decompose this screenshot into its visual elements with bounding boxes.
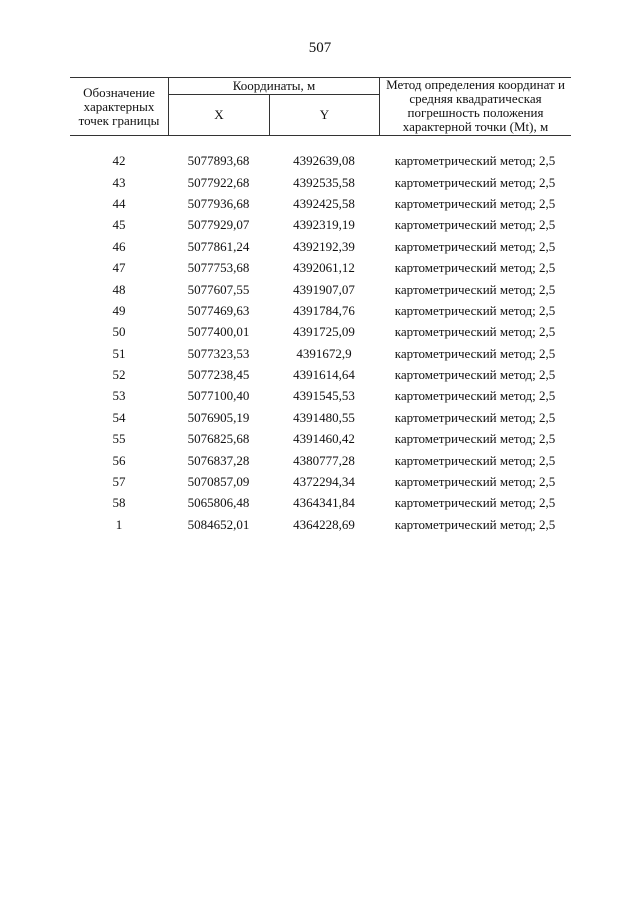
x-cell: 5077238,45 [187,367,250,383]
method-cell: картометрический метод; 2,5 [394,302,556,318]
point-cell: 43 [112,174,126,190]
col-divider-3 [379,77,380,136]
coordinates-table [70,150,571,535]
header-coords-group: Координаты, м [232,77,316,93]
table-row [70,385,571,406]
x-cell: 5077400,01 [187,324,250,340]
table-row [70,449,571,470]
x-cell: 5070857,09 [187,474,250,490]
table-row [70,428,571,449]
method-cell: картометрический метод; 2,5 [394,388,556,404]
table-row [70,364,571,385]
point-cell: 52 [112,367,126,383]
table-row [70,214,571,235]
table-row [70,343,571,364]
y-cell: 4391480,55 [293,409,355,425]
method-cell: картометрический метод; 2,5 [394,195,556,211]
point-cell: 44 [112,195,126,211]
method-cell: картометрический метод; 2,5 [394,217,556,233]
x-cell: 5076825,68 [187,431,250,447]
y-cell: 4392192,39 [293,238,355,254]
y-cell: 4391907,07 [293,281,355,297]
y-cell: 4392061,12 [293,260,355,276]
method-cell: картометрический метод; 2,5 [394,431,556,447]
x-cell: 5077929,07 [187,217,250,233]
table-row [70,278,571,299]
y-cell: 4392425,58 [293,195,355,211]
table-row [70,193,571,214]
x-cell: 5077936,68 [187,195,250,211]
x-cell: 5077100,40 [187,388,250,404]
y-cell: 4391672,9 [296,345,352,361]
method-cell: картометрический метод; 2,5 [394,153,556,169]
method-cell: картометрический метод; 2,5 [394,516,556,532]
table-row [70,492,571,513]
point-cell: 48 [112,281,126,297]
point-cell: 55 [112,431,126,447]
point-cell: 50 [112,324,126,340]
method-cell: картометрический метод; 2,5 [394,452,556,468]
table-row [70,150,571,171]
x-cell: 5077893,68 [187,153,250,169]
point-cell: 46 [112,238,126,254]
y-cell: 4364228,69 [293,516,355,532]
y-cell: 4391725,09 [293,324,355,340]
method-cell: картометрический метод; 2,5 [394,495,556,511]
point-cell: 58 [112,495,126,511]
y-cell: 4392639,08 [293,153,355,169]
table-row [70,407,571,428]
table-row [70,514,571,535]
method-cell: картометрический метод; 2,5 [394,409,556,425]
y-cell: 4391784,76 [293,302,355,318]
point-cell: 51 [112,345,126,361]
y-cell: 4372294,34 [293,474,355,490]
x-cell: 5076905,19 [187,409,250,425]
x-cell: 5084652,01 [187,516,250,532]
x-cell: 5077607,55 [187,281,250,297]
y-cell: 4364341,84 [293,495,355,511]
header-point-column: Обозначение характерных точек границы [78,85,160,128]
header-x-column: X [214,107,224,122]
point-cell: 56 [112,452,126,468]
table-row [70,171,571,192]
x-cell: 5065806,48 [187,495,250,511]
y-cell: 4380777,28 [293,452,355,468]
point-cell: 53 [112,388,126,404]
x-cell: 5076837,28 [187,452,250,468]
x-cell: 5077323,53 [187,345,250,361]
method-cell: картометрический метод; 2,5 [394,174,556,190]
x-cell: 5077469,63 [187,302,250,318]
point-cell: 47 [112,260,126,276]
x-cell: 5077922,68 [187,174,250,190]
point-cell: 45 [112,217,126,233]
y-cell: 4392319,19 [293,217,355,233]
x-cell: 5077753,68 [187,260,250,276]
header-method-column: Метод определения координат и средняя квадратическая погрешность положения характерной точки (Mt), м [386,77,565,134]
y-cell: 4392535,58 [293,174,355,190]
point-cell: 54 [112,409,126,425]
point-cell: 42 [112,153,126,169]
table-row [70,471,571,492]
y-cell: 4391460,42 [293,431,355,447]
method-cell: картометрический метод; 2,5 [394,324,556,340]
method-cell: картометрический метод; 2,5 [394,345,556,361]
point-cell: 49 [112,302,126,318]
header-bottom-rule [70,135,571,136]
coordinates-table-body [70,150,571,535]
table-row [70,257,571,278]
point-cell: 57 [112,474,126,490]
method-cell: картометрический метод; 2,5 [394,238,556,254]
x-cell: 5077861,24 [187,238,250,254]
table-row [70,300,571,321]
table-row [70,321,571,342]
method-cell: картометрический метод; 2,5 [394,474,556,490]
table-row [70,236,571,257]
table-header [70,77,571,136]
method-cell: картометрический метод; 2,5 [394,281,556,297]
page-number: 507 [308,40,332,56]
header-y-column: Y [319,107,330,122]
method-cell: картометрический метод; 2,5 [394,260,556,276]
y-cell: 4391545,53 [293,388,355,404]
point-cell: 1 [115,516,123,532]
method-cell: картометрический метод; 2,5 [394,367,556,383]
y-cell: 4391614,64 [293,367,355,383]
